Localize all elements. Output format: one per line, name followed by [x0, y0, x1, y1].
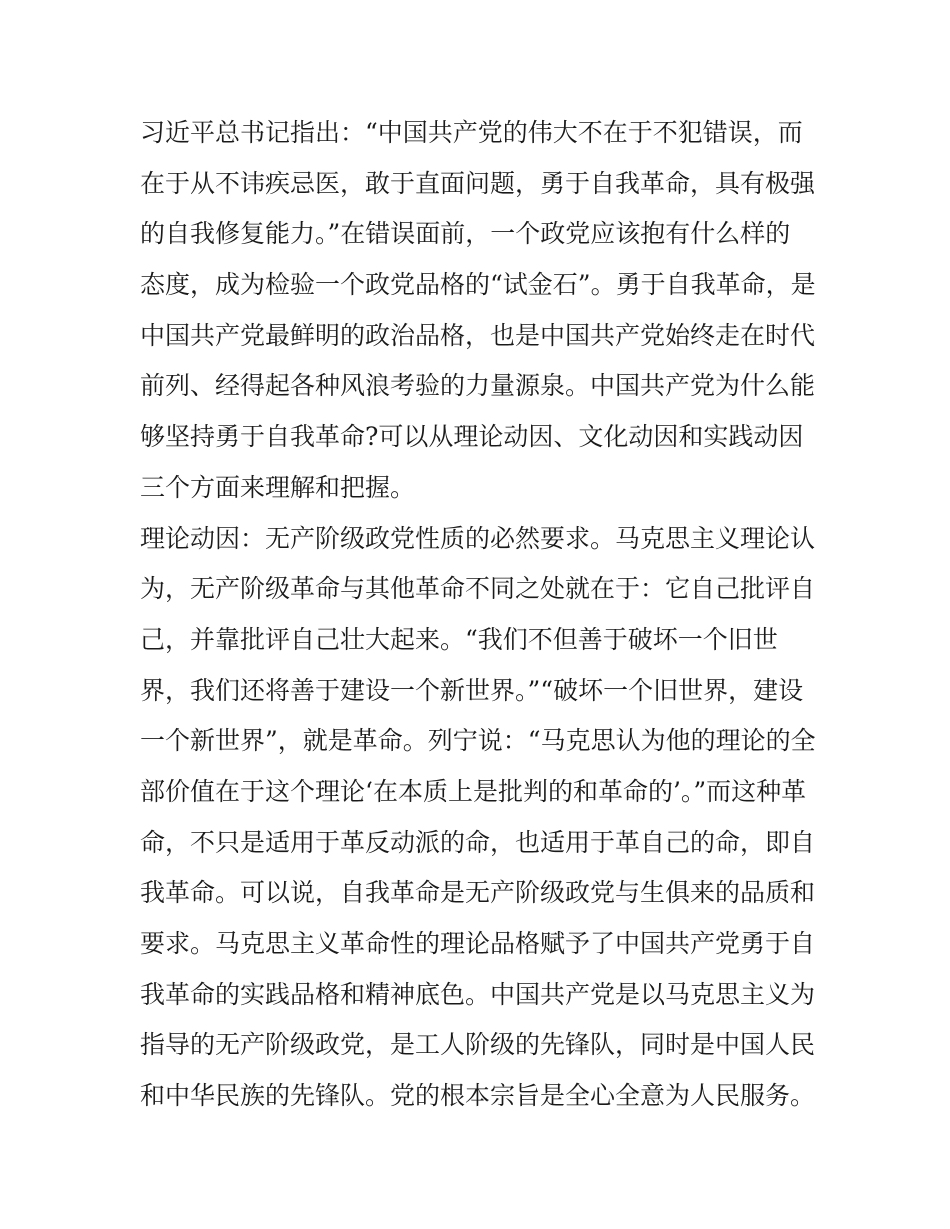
- text-line: 一个新世界”，就是革命。列宁说：“马克思认为他的理论的全: [140, 726, 816, 756]
- text-line: 态度，成为检验一个政党品格的“试金石”。勇于自我革命，是: [140, 270, 816, 300]
- text-line: 为，无产阶级革命与其他革命不同之处就在于：它自己批评自: [140, 574, 816, 604]
- text-line: 三个方面来理解和把握。: [140, 472, 416, 502]
- text-line: 习近平总书记指出：“中国共产党的伟大不在于不犯错误，而: [140, 118, 803, 147]
- text-line: 要求。马克思主义革命性的理论品格赋予了中国共产党勇于自: [140, 929, 816, 958]
- document-body: [140, 108, 820, 1122]
- text-line: 的自我修复能力。”在错误面前，一个政党应该抱有什么样的: [140, 219, 791, 249]
- text-line: 和中华民族的先锋队。党的根本宗旨是全心全意为人民服务。: [140, 1081, 816, 1111]
- text-line: 指导的无产阶级政党，是工人阶级的先锋队，同时是中国人民: [140, 1030, 816, 1060]
- text-line: 理论动因：无产阶级政党性质的必然要求。马克思主义理论认: [140, 523, 816, 553]
- text-line: 在于从不讳疾忌医，敢于直面问题，勇于自我革命，具有极强: [140, 168, 816, 198]
- text-line: 我革命。可以说，自我革命是无产阶级政党与生俱来的品质和: [140, 878, 816, 908]
- text-line: 中国共产党最鲜明的政治品格，也是中国共产党始终走在时代: [140, 320, 816, 350]
- text-line: 前列、经得起各种风浪考验的力量源泉。中国共产党为什么能: [140, 371, 816, 401]
- text-line: 命，不只是适用于革反动派的命，也适用于革自己的命，即自: [140, 827, 816, 857]
- text-line: 己，并靠批评自己壮大起来。“我们不但善于破坏一个旧世: [140, 624, 778, 654]
- text-line: 够坚持勇于自我革命?可以从理论动因、文化动因和实践动因: [140, 422, 804, 452]
- text-line: 部价值在于这个理论‘在本质上是批判的和革命的’。”而这种革: [140, 776, 807, 806]
- text-line: 我革命的实践品格和精神底色。中国共产党是以马克思主义为: [140, 979, 816, 1009]
- text-line: 界，我们还将善于建设一个新世界。”“破坏一个旧世界，建设: [140, 675, 804, 705]
